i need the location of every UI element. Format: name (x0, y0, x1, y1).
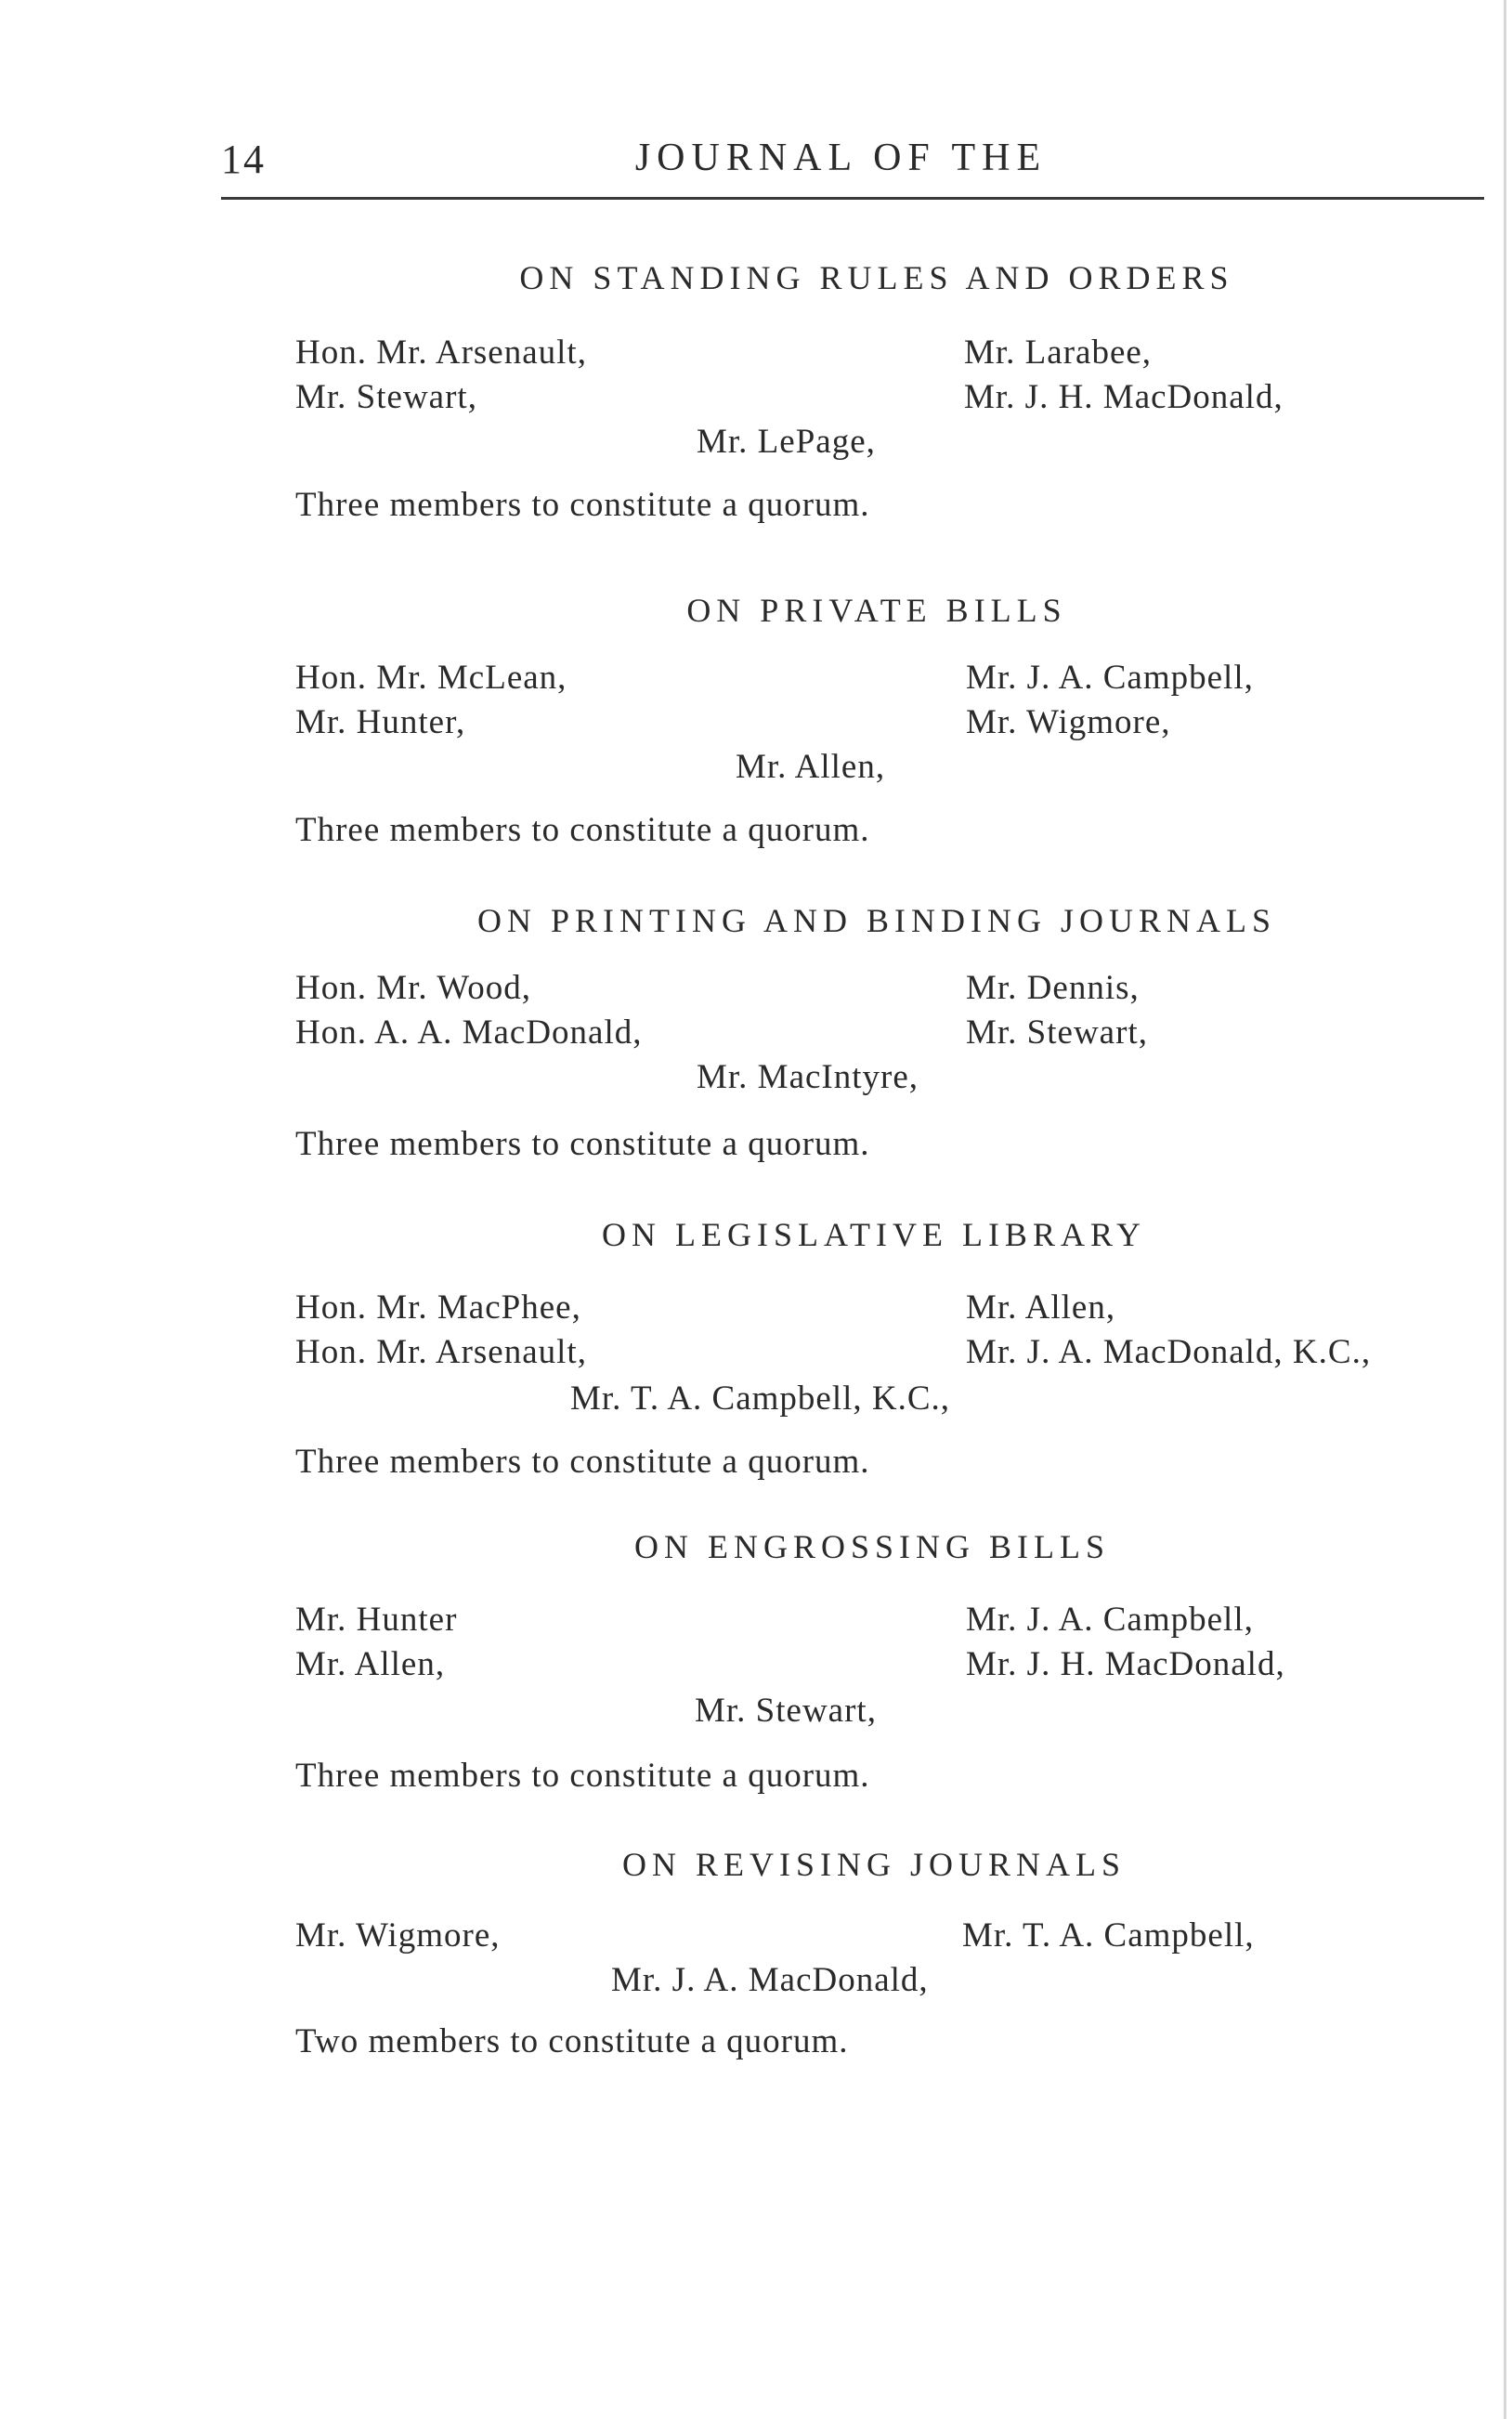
quorum-note: Three members to constitute a quorum. (295, 1443, 870, 1481)
committee-member: Mr. Allen, (966, 1288, 1116, 1327)
committee-printing-binding (295, 901, 1466, 1170)
committee-legislative-library (295, 1215, 1466, 1484)
header-rule (221, 197, 1484, 200)
committee-member: Mr. MacIntyre, (697, 1058, 919, 1096)
committee-private-bills (295, 591, 1466, 860)
committee-member: Mr. Hunter, (295, 703, 466, 741)
committee-member: Mr. Stewart, (966, 1013, 1148, 1052)
committee-standing-rules (295, 258, 1466, 528)
page-number: 14 (221, 137, 266, 182)
quorum-note: Three members to constitute a quorum. (295, 486, 870, 524)
committee-member: Mr. Stewart, (295, 378, 477, 416)
committee-member: Hon. Mr. Arsenault, (295, 333, 587, 372)
committee-member: Mr. Allen, (736, 748, 886, 786)
committee-title: ON PRIVATE BILLS (686, 592, 1067, 629)
committee-revising-journals (295, 1845, 1466, 2077)
committee-member: Mr. J. H. MacDonald, (964, 378, 1284, 416)
quorum-note: Two members to constitute a quorum. (295, 2022, 849, 2060)
committee-member: Mr. J. A. Campbell, (966, 1601, 1254, 1639)
committee-member: Mr. Wigmore, (966, 703, 1171, 741)
committee-title: ON ENGROSSING BILLS (633, 1528, 1111, 1565)
committee-member: Hon. Mr. Arsenault, (295, 1333, 587, 1371)
committee-member: Hon. Mr. McLean, (295, 659, 567, 697)
committee-member: Mr. Wigmore, (295, 1916, 501, 1955)
committee-member: Mr. LePage, (697, 423, 876, 461)
committee-member: Mr. J. A. MacDonald, K.C., (966, 1333, 1372, 1371)
page-header (221, 128, 1461, 184)
committee-member: Mr. T. A. Campbell, (962, 1916, 1255, 1955)
committee-member: Mr. Larabee, (964, 333, 1153, 372)
committee-engrossing-bills (295, 1527, 1466, 1797)
committee-title: ON PRINTING AND BINDING JOURNALS (476, 902, 1276, 939)
page-edge (1504, 0, 1506, 2419)
committee-member: Mr. J. H. MacDonald, (966, 1645, 1285, 1683)
quorum-note: Three members to constitute a quorum. (295, 1125, 870, 1163)
committee-member: Mr. T. A. Campbell, K.C., (570, 1379, 951, 1418)
committee-member: Mr. Hunter (295, 1601, 458, 1639)
committee-title: ON STANDING RULES AND ORDERS (519, 259, 1234, 296)
quorum-note: Three members to constitute a quorum. (295, 1757, 870, 1795)
committee-member: Hon. Mr. MacPhee, (295, 1288, 581, 1327)
committee-title: ON REVISING JOURNALS (621, 1846, 1126, 1883)
committee-member: Mr. Dennis, (966, 969, 1140, 1007)
committee-member: Mr. J. A. Campbell, (966, 659, 1254, 697)
committee-member: Hon. Mr. Wood, (295, 969, 531, 1007)
committee-member: Mr. Stewart, (695, 1692, 877, 1730)
committee-member: Mr. Allen, (295, 1645, 446, 1683)
committee-member: Hon. A. A. MacDonald, (295, 1013, 643, 1052)
running-title: JOURNAL OF THE (634, 137, 1048, 179)
committee-member: Mr. J. A. MacDonald, (611, 1961, 929, 1999)
quorum-note: Three members to constitute a quorum. (295, 811, 870, 849)
committee-title: ON LEGISLATIVE LIBRARY (602, 1216, 1146, 1253)
